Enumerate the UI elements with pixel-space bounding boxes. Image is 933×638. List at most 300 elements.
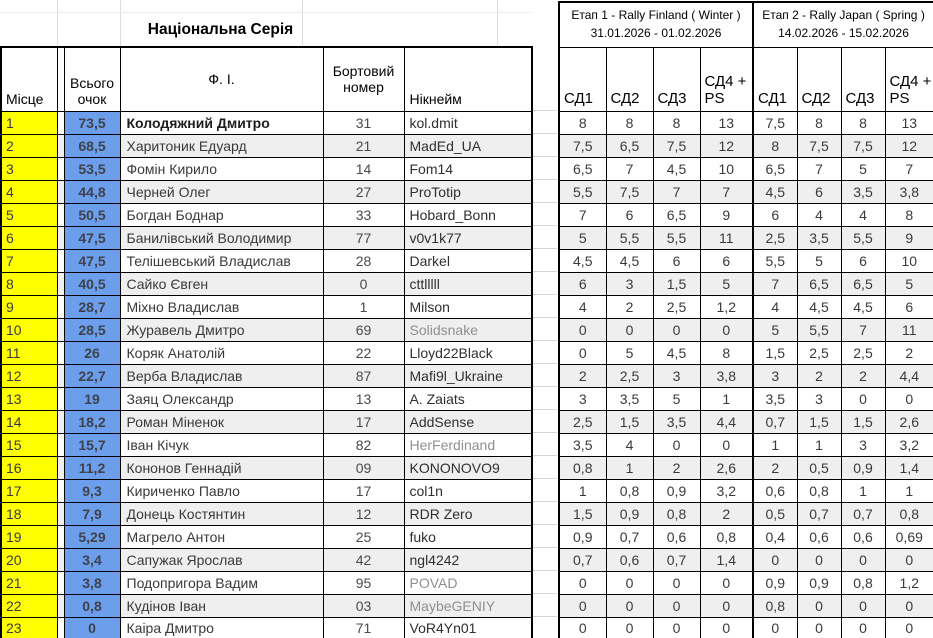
stage-points-cell: 0 xyxy=(559,571,606,594)
stage-points-cell: 1,2 xyxy=(885,571,933,594)
stage-points-cell: 6 xyxy=(653,249,700,272)
total-points-cell: 26 xyxy=(64,341,120,364)
table-row xyxy=(753,571,933,594)
nickname-cell: kol.dmit xyxy=(404,111,532,134)
table-row xyxy=(1,594,532,617)
table-row xyxy=(559,387,753,410)
total-points-cell: 5,29 xyxy=(64,525,120,548)
stage-points-cell: 7 xyxy=(700,180,753,203)
car-number-cell: 17 xyxy=(323,410,404,433)
spacer-cell xyxy=(57,502,64,525)
driver-name-cell: Богдан Боднар xyxy=(120,203,323,226)
stage-points-cell: 0,9 xyxy=(653,479,700,502)
spacer-cell xyxy=(57,548,64,571)
stage-points-cell: 0,69 xyxy=(885,525,933,548)
stage-points-cell: 5 xyxy=(653,387,700,410)
stage-points-cell: 3 xyxy=(841,433,885,456)
total-points-cell: 28,7 xyxy=(64,295,120,318)
gridline-strip xyxy=(532,110,557,638)
stage-points-cell: 1,5 xyxy=(653,272,700,295)
car-number-cell: 28 xyxy=(323,249,404,272)
stage-points-cell: 3,2 xyxy=(700,479,753,502)
stage-points-cell: 7,5 xyxy=(797,134,841,157)
stage-points-cell: 4 xyxy=(841,203,885,226)
nickname-cell: ProTotip xyxy=(404,180,532,203)
spacer-cell xyxy=(57,272,64,295)
driver-name-cell: Сайко Євген xyxy=(120,272,323,295)
stage-points-cell: 0 xyxy=(559,617,606,638)
stage-points-cell: 6 xyxy=(606,203,653,226)
total-points-cell: 47,5 xyxy=(64,226,120,249)
stage-points-cell: 0,8 xyxy=(559,456,606,479)
stage-points-cell: 2,5 xyxy=(841,341,885,364)
stage-header-row xyxy=(559,47,753,111)
stage-points-cell: 1,4 xyxy=(700,548,753,571)
stage-points-cell: 3 xyxy=(606,272,653,295)
place-cell: 19 xyxy=(1,525,57,548)
table-row xyxy=(559,272,753,295)
stage-points-cell: 0,9 xyxy=(606,502,653,525)
nickname-cell: POVAD xyxy=(404,571,532,594)
stage-points-cell: 9 xyxy=(700,203,753,226)
stage-points-cell: 7 xyxy=(797,157,841,180)
stage-points-cell: 6,5 xyxy=(841,272,885,295)
stage-points-cell: 2 xyxy=(559,364,606,387)
stage-points-cell: 1 xyxy=(885,479,933,502)
table-row xyxy=(753,502,933,525)
spacer-cell xyxy=(57,479,64,502)
car-number-cell: 31 xyxy=(323,111,404,134)
stage-points-cell: 2 xyxy=(841,364,885,387)
stage-points-cell: 3,5 xyxy=(797,226,841,249)
stage-points-cell: 3,5 xyxy=(653,410,700,433)
stage-points-cell: 2 xyxy=(753,456,797,479)
table-row xyxy=(559,502,753,525)
driver-name-cell: Донець Костянтин xyxy=(120,502,323,525)
car-number-cell: 71 xyxy=(323,617,404,638)
stage-header-row xyxy=(753,47,933,111)
stage-points-cell: 8 xyxy=(885,203,933,226)
total-points-cell: 7,9 xyxy=(64,502,120,525)
stage-points-cell: 0 xyxy=(885,617,933,638)
stage-points-cell: 8 xyxy=(841,111,885,134)
spacer-cell xyxy=(57,433,64,456)
stage-points-cell: 0,7 xyxy=(559,548,606,571)
car-number-cell: 87 xyxy=(323,364,404,387)
stage-points-cell: 0 xyxy=(753,617,797,638)
stage-points-cell: 10 xyxy=(885,249,933,272)
table-row xyxy=(753,111,933,134)
driver-name-cell: Міхно Владислав xyxy=(120,295,323,318)
driver-name-cell: Журавель Дмитро xyxy=(120,318,323,341)
place-cell: 1 xyxy=(1,111,57,134)
stage-points-cell: 1,5 xyxy=(606,410,653,433)
table-row xyxy=(559,456,753,479)
stage-points-cell: 5 xyxy=(885,272,933,295)
stage-points-cell: 12 xyxy=(885,134,933,157)
stage-points-cell: 0,7 xyxy=(606,525,653,548)
stage-points-cell: 3 xyxy=(753,364,797,387)
table-row xyxy=(559,111,753,134)
table-row xyxy=(1,157,532,180)
stage-points-cell: 0 xyxy=(841,617,885,638)
place-cell: 11 xyxy=(1,341,57,364)
stage-points-cell: 6 xyxy=(841,249,885,272)
total-points-cell: 0,8 xyxy=(64,594,120,617)
table-row xyxy=(559,571,753,594)
table-row xyxy=(753,479,933,502)
table-row xyxy=(753,295,933,318)
stage-points-cell: 0 xyxy=(606,571,653,594)
spacer-cell xyxy=(57,525,64,548)
stage-points-cell: 2,5 xyxy=(653,295,700,318)
stage-points-cell: 7,5 xyxy=(753,111,797,134)
table-row xyxy=(1,203,532,226)
spacer-cell xyxy=(57,180,64,203)
stage-points-cell: 0 xyxy=(559,318,606,341)
stage-points-cell: 7,5 xyxy=(559,134,606,157)
table-row xyxy=(1,364,532,387)
stage-points-cell: 0,9 xyxy=(841,456,885,479)
stage-points-cell: 4 xyxy=(559,295,606,318)
table-row xyxy=(559,617,753,638)
place-cell: 7 xyxy=(1,249,57,272)
table-row xyxy=(1,226,532,249)
spacer-cell xyxy=(57,410,64,433)
stage-points-cell: 3,5 xyxy=(841,180,885,203)
table-row xyxy=(1,548,532,571)
stage-points-cell: 6,5 xyxy=(753,157,797,180)
place-cell: 6 xyxy=(1,226,57,249)
stage-points-cell: 2 xyxy=(885,341,933,364)
spacer-cell xyxy=(57,203,64,226)
event2-dates: 14.02.2026 - 15.02.2026 xyxy=(778,25,909,40)
event2-header xyxy=(753,2,933,47)
stage-points-cell: 3,5 xyxy=(606,387,653,410)
driver-name-cell: Кононов Геннадій xyxy=(120,456,323,479)
table-row xyxy=(1,479,532,502)
stage-points-cell: 0,8 xyxy=(700,525,753,548)
stage-points-cell: 1 xyxy=(841,479,885,502)
stage-points-cell: 11 xyxy=(700,226,753,249)
total-points-cell: 0 xyxy=(64,617,120,638)
table-row xyxy=(753,249,933,272)
table-row xyxy=(1,111,532,134)
total-points-cell: 73,5 xyxy=(64,111,120,134)
driver-name-cell: Сапужак Ярослав xyxy=(120,548,323,571)
table-row xyxy=(753,525,933,548)
stage-points-cell: 0 xyxy=(606,617,653,638)
stage-points-cell: 0,4 xyxy=(753,525,797,548)
table-row xyxy=(559,134,753,157)
table-row xyxy=(1,456,532,479)
nickname-cell: cttlllll xyxy=(404,272,532,295)
total-points-cell: 40,5 xyxy=(64,272,120,295)
col-header-stage4: СД4 + PS xyxy=(700,47,753,111)
driver-name-cell: Подопригора Вадим xyxy=(120,571,323,594)
car-number-cell: 17 xyxy=(323,479,404,502)
nickname-cell: Milson xyxy=(404,295,532,318)
stage-points-cell: 13 xyxy=(885,111,933,134)
stage-points-cell: 5 xyxy=(700,272,753,295)
car-number-cell: 14 xyxy=(323,157,404,180)
event-header-row xyxy=(753,2,933,47)
stage-points-cell: 8 xyxy=(700,341,753,364)
table-row xyxy=(1,249,532,272)
total-points-cell: 9,3 xyxy=(64,479,120,502)
stage-points-cell: 5 xyxy=(841,157,885,180)
nickname-cell: A. Zaiats xyxy=(404,387,532,410)
col-header-stage2: СД2 xyxy=(606,47,653,111)
car-number-cell: 25 xyxy=(323,525,404,548)
car-number-cell: 82 xyxy=(323,433,404,456)
total-points-cell: 28,5 xyxy=(64,318,120,341)
col-header-stage4: СД4 + PS xyxy=(885,47,933,111)
stage-points-cell: 0 xyxy=(841,387,885,410)
stage-points-cell: 7 xyxy=(606,157,653,180)
table-row xyxy=(559,318,753,341)
stage-points-cell: 7 xyxy=(559,203,606,226)
place-cell: 13 xyxy=(1,387,57,410)
stage-points-cell: 0,9 xyxy=(797,571,841,594)
place-cell: 21 xyxy=(1,571,57,594)
nickname-cell: fuko xyxy=(404,525,532,548)
table-row xyxy=(753,203,933,226)
nickname-cell: Fom14 xyxy=(404,157,532,180)
stage-points-cell: 6 xyxy=(753,203,797,226)
table-row xyxy=(559,157,753,180)
nickname-cell: Mafi9l_Ukraine xyxy=(404,364,532,387)
table-row xyxy=(559,341,753,364)
table-row xyxy=(559,180,753,203)
spacer-cell xyxy=(57,295,64,318)
stage-points-cell: 0,6 xyxy=(753,479,797,502)
total-points-cell: 11,2 xyxy=(64,456,120,479)
spacer-cell xyxy=(57,134,64,157)
spacer-cell xyxy=(57,318,64,341)
stage-points-cell: 5,5 xyxy=(797,318,841,341)
driver-name-cell: Черней Олег xyxy=(120,180,323,203)
car-number-cell: 03 xyxy=(323,594,404,617)
stage-points-cell: 1,5 xyxy=(841,410,885,433)
stage-points-cell: 0 xyxy=(700,433,753,456)
stage-points-cell: 0 xyxy=(700,594,753,617)
driver-name-cell: Коряк Анатолій xyxy=(120,341,323,364)
spacer-cell xyxy=(57,456,64,479)
table-row xyxy=(753,341,933,364)
total-points-cell: 3,4 xyxy=(64,548,120,571)
driver-name-cell: Заяц Олександр xyxy=(120,387,323,410)
driver-name-cell: Іван Кічук xyxy=(120,433,323,456)
spacer-cell xyxy=(57,111,64,134)
stage-points-cell: 3 xyxy=(797,387,841,410)
stage-points-cell: 8 xyxy=(606,111,653,134)
table-row xyxy=(559,433,753,456)
col-header-stage3: СД3 xyxy=(841,47,885,111)
car-number-cell: 13 xyxy=(323,387,404,410)
place-cell: 4 xyxy=(1,180,57,203)
stage-points-cell: 1,5 xyxy=(753,341,797,364)
nickname-cell: MaybeGENIY xyxy=(404,594,532,617)
nickname-cell: Lloyd22Black xyxy=(404,341,532,364)
car-number-cell: 27 xyxy=(323,180,404,203)
place-cell: 9 xyxy=(1,295,57,318)
stage-points-cell: 1,2 xyxy=(700,295,753,318)
table-row xyxy=(559,548,753,571)
table-row xyxy=(753,433,933,456)
stage-points-cell: 1 xyxy=(700,387,753,410)
stage-points-cell: 3,8 xyxy=(700,364,753,387)
stage-points-cell: 7 xyxy=(753,272,797,295)
stage-points-cell: 5,5 xyxy=(753,249,797,272)
stage-points-cell: 0 xyxy=(797,548,841,571)
spacer-cell xyxy=(57,226,64,249)
total-points-cell: 18,2 xyxy=(64,410,120,433)
nickname-cell: v0v1k77 xyxy=(404,226,532,249)
stage-points-cell: 0,8 xyxy=(885,502,933,525)
stage-points-cell: 2,6 xyxy=(885,410,933,433)
table-row xyxy=(559,364,753,387)
total-points-cell: 15,7 xyxy=(64,433,120,456)
driver-name-cell: Кириченко Павло xyxy=(120,479,323,502)
stage-points-cell: 2 xyxy=(606,295,653,318)
stage-points-cell: 5,5 xyxy=(841,226,885,249)
table-row xyxy=(1,295,532,318)
driver-name-cell: Верба Владислав xyxy=(120,364,323,387)
stage-points-cell: 0,5 xyxy=(797,456,841,479)
stage-points-cell: 0 xyxy=(700,318,753,341)
standings-table xyxy=(0,46,533,638)
stage-points-cell: 5,5 xyxy=(606,226,653,249)
total-points-cell: 50,5 xyxy=(64,203,120,226)
stage-points-cell: 0,7 xyxy=(753,410,797,433)
stage-points-cell: 4 xyxy=(753,295,797,318)
total-points-cell: 44,8 xyxy=(64,180,120,203)
table-row xyxy=(1,525,532,548)
stage-points-cell: 7,5 xyxy=(653,134,700,157)
table-row xyxy=(753,318,933,341)
table-row xyxy=(753,134,933,157)
nickname-cell: col1n xyxy=(404,479,532,502)
col-header-car-number: Бортовий номер xyxy=(323,47,404,111)
table-row xyxy=(753,456,933,479)
stage-points-cell: 0 xyxy=(653,433,700,456)
stage-points-cell: 0 xyxy=(885,594,933,617)
table-row xyxy=(1,387,532,410)
stage-points-cell: 6 xyxy=(797,180,841,203)
stage-points-cell: 0 xyxy=(841,594,885,617)
table-row xyxy=(753,594,933,617)
stage-points-cell: 11 xyxy=(885,318,933,341)
driver-name-cell: Кудінов Іван xyxy=(120,594,323,617)
stage-points-cell: 0,8 xyxy=(841,571,885,594)
table-row xyxy=(559,525,753,548)
col-header-nickname: Нікнейм xyxy=(404,47,532,111)
place-cell: 15 xyxy=(1,433,57,456)
event1-title: Етап 1 - Rally Finland ( Winter ) xyxy=(571,8,741,23)
stage-points-cell: 3,8 xyxy=(885,180,933,203)
stage-points-cell: 4,5 xyxy=(841,295,885,318)
stage-points-cell: 4 xyxy=(606,433,653,456)
stage-points-cell: 0 xyxy=(653,617,700,638)
driver-name-cell: Телішевський Владислав xyxy=(120,249,323,272)
stage-points-cell: 2,5 xyxy=(606,364,653,387)
driver-name-cell: Банилівський Володимир xyxy=(120,226,323,249)
col-header-stage2: СД2 xyxy=(797,47,841,111)
stage-points-cell: 0,6 xyxy=(797,525,841,548)
stage-points-cell: 0,6 xyxy=(606,548,653,571)
table-row xyxy=(1,502,532,525)
stage-points-cell: 0 xyxy=(700,617,753,638)
place-cell: 17 xyxy=(1,479,57,502)
stage-points-cell: 2 xyxy=(653,456,700,479)
table-row xyxy=(753,272,933,295)
stage-points-cell: 0,5 xyxy=(753,502,797,525)
car-number-cell: 22 xyxy=(323,341,404,364)
stage-points-cell: 2,5 xyxy=(753,226,797,249)
stage-points-cell: 0 xyxy=(653,571,700,594)
stage-points-cell: 1 xyxy=(797,433,841,456)
stage-points-cell: 1,5 xyxy=(559,502,606,525)
stage-points-cell: 1 xyxy=(606,456,653,479)
car-number-cell: 33 xyxy=(323,203,404,226)
place-cell: 18 xyxy=(1,502,57,525)
spacer-cell xyxy=(57,617,64,638)
stage-points-cell: 1,4 xyxy=(885,456,933,479)
page-title: Національна Серія xyxy=(147,21,294,38)
stage-points-cell: 7 xyxy=(841,318,885,341)
nickname-cell: AddSense xyxy=(404,410,532,433)
stage-points-cell: 4 xyxy=(797,203,841,226)
place-cell: 10 xyxy=(1,318,57,341)
table-row xyxy=(1,180,532,203)
nickname-cell: RDR Zero xyxy=(404,502,532,525)
event1-table xyxy=(558,1,754,638)
col-header-place: Місце xyxy=(1,47,57,111)
table-row xyxy=(753,387,933,410)
stage-points-cell: 1 xyxy=(559,479,606,502)
car-number-cell: 42 xyxy=(323,548,404,571)
place-cell: 20 xyxy=(1,548,57,571)
nickname-cell: Solidsnake xyxy=(404,318,532,341)
place-cell: 16 xyxy=(1,456,57,479)
col-header-name: Ф. І. xyxy=(120,47,323,111)
stage-points-cell: 0,7 xyxy=(841,502,885,525)
table-row xyxy=(1,134,532,157)
total-points-cell: 22,7 xyxy=(64,364,120,387)
event2-table xyxy=(752,1,933,638)
gridline xyxy=(57,0,58,46)
stage-points-cell: 0,7 xyxy=(653,548,700,571)
stage-points-cell: 0,9 xyxy=(559,525,606,548)
stage-points-cell: 0,8 xyxy=(753,594,797,617)
spacer-header xyxy=(57,47,64,111)
table-row xyxy=(559,295,753,318)
stage-points-cell: 0 xyxy=(559,594,606,617)
table-row xyxy=(753,180,933,203)
stage-points-cell: 2 xyxy=(797,364,841,387)
stage-points-cell: 3,5 xyxy=(753,387,797,410)
stage-points-cell: 13 xyxy=(700,111,753,134)
driver-name-cell: Харитоник Едуард xyxy=(120,134,323,157)
col-header-stage3: СД3 xyxy=(653,47,700,111)
nickname-cell: VoR4Yn01 xyxy=(404,617,532,638)
stage-points-cell: 7,5 xyxy=(841,134,885,157)
event1-dates: 31.01.2026 - 01.02.2026 xyxy=(590,25,722,40)
stage-points-cell: 7,5 xyxy=(606,180,653,203)
event-header-row xyxy=(559,2,753,47)
car-number-cell: 09 xyxy=(323,456,404,479)
